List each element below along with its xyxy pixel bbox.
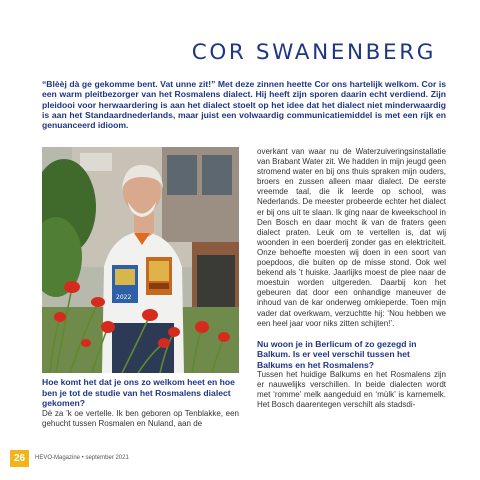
right-column	[257, 147, 446, 411]
body-paragraph: Dè za ’k oe vertelle. Ik ben geboren op Tenblakke, een gehucht tussen Rosmalen en Nuland, aan de	[42, 408, 239, 428]
portrait-photo	[42, 147, 239, 373]
question-heading: Hoe komt het dat je ons zo welkom heet en hoe ben je tot de studie van het Rosmalens dialect gekomen?	[42, 377, 235, 408]
book-year-label: 2022	[116, 294, 132, 301]
left-column	[42, 377, 239, 429]
question-heading: Nu woon je in Berlicum of zo gezegd in Balkum. Is er veel verschil tussen het Balkums en het Rosmalens?	[257, 338, 417, 370]
page-number-badge: 26	[10, 450, 29, 467]
page-title: COR SWANENBERG	[191, 40, 436, 65]
publication-footer: HEVO-Magazine • september 2021	[35, 455, 129, 461]
body-paragraph: overkant van waar nu de Waterzuiveringsinstallatie van Brabant Water zit. We hadden in mijn jeugd geen stromend water en bij ons thuis spraken mijn ouders, broers en zussen alleen maar dialect. De eerste vreemde taal, die ik leerde op school, was Nederlands. De meester probeerde echter het dialect er bij ons uit te slaan. Ik ging naar de kweekschool in Den Bosch en daar mocht ik van de fraters geen dialect praten. Leuk om te vertellen is, dat wij woonden in een boerderij zonder gas en elektriciteit. Onze behoefte moesten wij doen in een soort van poepdoos, die buiten op de misse stond. Ook wel bekend als ’t huiske. Jaarlijks moest de plee naar de moestuin worden uitgereden. Daarbij kon het gebeuren dat door een onhandige maneuver de inhoud van de kar onderweg omkieperde. Toen mijn vader dat overkwam, verzuchtte hij: ‘Nou hebben we een heel jaar voor niks zitten schijten!’.	[257, 147, 446, 328]
body-paragraph: Tussen het huidige Balkums en het Rosmalens zijn er nauwelijks verschillen. In beide dialecten wordt met ‘romme’ melk aangeduid en ‘mùlk’ is karnemelk. Het Bosch daarentegen verschilt als stadsdi-	[257, 370, 446, 410]
intro-paragraph: “Blèèj dà ge gekomme bent. Vat unne zit!” Met deze zinnen heette Cor ons hartelijk welkom. Cor is een warm pleitbezorger van het Rosmalens dialect. Hij heeft zijn sporen daarin echt verdiend. Zijn pleidooi voor herwaardering is aan het dialect stoelt op het idee dat het dialect niet minderwaardig is aan het Standaardnederlands, maar juist een volwaardig communicatiemiddel is met een rijk en genuanceerd idioom.	[42, 79, 446, 131]
